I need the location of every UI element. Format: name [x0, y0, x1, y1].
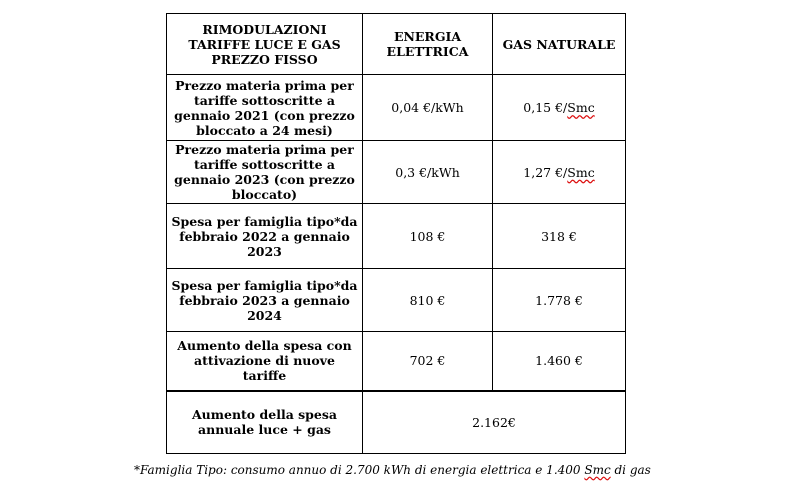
- electric-value: 108 €: [363, 204, 493, 269]
- gas-value: 318 €: [493, 204, 626, 269]
- row-label: Spesa per famiglia tipo*da febbraio 2023 a gennaio 2024: [167, 269, 363, 332]
- table-row: [167, 141, 626, 204]
- footnote-tail: di gas: [610, 463, 651, 477]
- table-header-row: [167, 14, 626, 75]
- footnote: [134, 463, 694, 477]
- total-row: [167, 391, 626, 454]
- gas-unit: Smc: [567, 164, 595, 180]
- table-row: [167, 269, 626, 332]
- gas-value: 1.778 €: [493, 269, 626, 332]
- header-gas: GAS NATURALE: [493, 14, 626, 75]
- table-row: [167, 204, 626, 269]
- row-label: Prezzo materia prima per tariffe sottoscritte a gennaio 2021 (con prezzo bloccato a 24 mesi): [167, 75, 363, 141]
- table-row: [167, 75, 626, 141]
- tariff-table: [166, 13, 626, 454]
- total-label: Aumento della spesa annuale luce + gas: [167, 391, 363, 454]
- header-title: RIMODULAZIONI TARIFFE LUCE E GAS PREZZO FISSO: [167, 14, 363, 75]
- electric-value: 702 €: [363, 332, 493, 391]
- row-label: Spesa per famiglia tipo*da febbraio 2022 a gennaio 2023: [167, 204, 363, 269]
- table-row: [167, 332, 626, 391]
- header-electric: ENERGIA ELETTRICA: [363, 14, 493, 75]
- electric-value: 0,04 €/kWh: [363, 75, 493, 141]
- electric-value: 0,3 €/kWh: [363, 141, 493, 204]
- gas-value: 1.460 €: [493, 332, 626, 391]
- footnote-unit: Smc: [584, 463, 611, 477]
- gas-value: 1,27 €/: [523, 164, 568, 180]
- gas-value-cell: [493, 75, 626, 141]
- footnote-text: *Famiglia Tipo: consumo annuo di 2.700 kWh di energia elettrica e 1.400: [134, 463, 585, 477]
- row-label: Aumento della spesa con attivazione di nuove tariffe: [167, 332, 363, 391]
- gas-value-cell: [493, 141, 626, 204]
- electric-value: 810 €: [363, 269, 493, 332]
- row-label: Prezzo materia prima per tariffe sottoscritte a gennaio 2023 (con prezzo bloccato): [167, 141, 363, 204]
- gas-value: 0,15 €/: [523, 100, 568, 115]
- gas-unit: Smc: [567, 100, 595, 115]
- total-value: 2.162€: [363, 391, 626, 454]
